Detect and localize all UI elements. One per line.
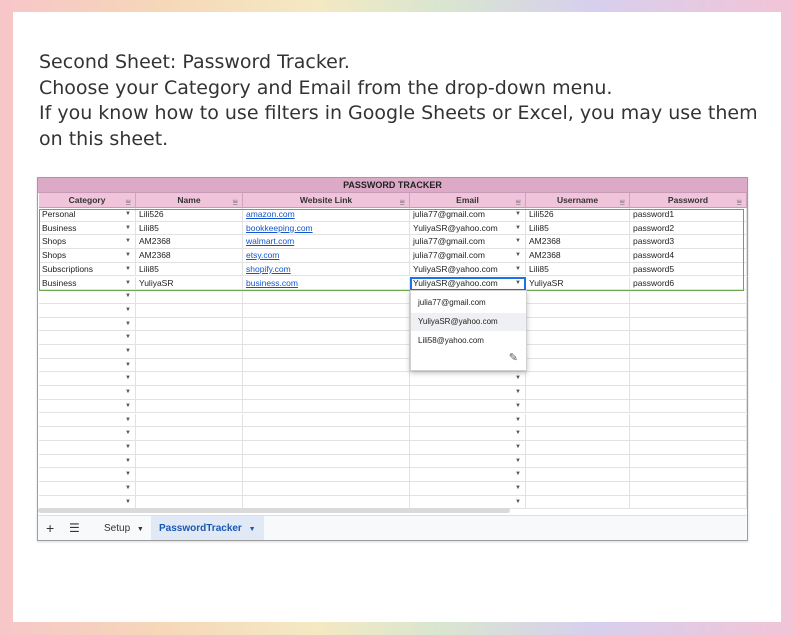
table-cell[interactable] <box>410 372 526 386</box>
column-header-label: Email <box>456 195 479 205</box>
table-cell[interactable] <box>39 331 136 345</box>
chevron-down-icon[interactable]: ▼ <box>515 375 521 382</box>
table-cell[interactable] <box>630 441 747 455</box>
table-cell[interactable] <box>410 222 526 236</box>
table-cell[interactable] <box>39 441 136 455</box>
sheet-tab-bar <box>38 515 747 541</box>
table-row <box>38 208 747 222</box>
table-cell[interactable] <box>630 496 747 510</box>
chevron-down-icon[interactable]: ▼ <box>515 402 521 409</box>
table-cell[interactable] <box>630 331 747 345</box>
table-cell[interactable] <box>526 482 630 496</box>
cell-text: password5 <box>633 263 675 274</box>
table-cell[interactable] <box>243 263 410 277</box>
table-cell[interactable] <box>410 468 526 482</box>
cell-text: etsy.com <box>246 250 280 261</box>
horizontal-scrollbar[interactable] <box>38 508 510 513</box>
tab-passwordtracker[interactable] <box>151 516 264 541</box>
chevron-down-icon[interactable]: ▼ <box>515 498 521 505</box>
filter-icon[interactable]: ⩸ <box>736 197 742 207</box>
table-cell[interactable] <box>526 386 630 400</box>
table-cell[interactable] <box>410 263 526 277</box>
column-header[interactable] <box>136 193 243 208</box>
table-cell[interactable] <box>39 249 136 263</box>
cell-text: password3 <box>633 236 675 247</box>
table-cell[interactable] <box>410 427 526 441</box>
table-cell[interactable] <box>526 249 630 263</box>
table-cell[interactable] <box>630 345 747 359</box>
table-cell[interactable] <box>630 235 747 249</box>
table-cell[interactable] <box>243 427 410 441</box>
table-cell[interactable] <box>526 414 630 428</box>
table-cell[interactable] <box>39 482 136 496</box>
chevron-down-icon[interactable]: ▼ <box>125 443 131 450</box>
filter-icon[interactable]: ⩸ <box>515 197 521 207</box>
table-cell[interactable] <box>136 318 243 332</box>
table-cell[interactable] <box>136 414 243 428</box>
cell-text: AM2368 <box>529 250 561 261</box>
table-cell[interactable] <box>526 400 630 414</box>
table-cell[interactable] <box>526 345 630 359</box>
table-cell[interactable] <box>243 482 410 496</box>
table-cell[interactable] <box>136 345 243 359</box>
cell-text: julia77@gmail.com <box>413 250 485 261</box>
chevron-down-icon[interactable]: ▼ <box>515 430 521 437</box>
table-cell[interactable] <box>243 345 410 359</box>
cell-text: shopify.com <box>246 263 291 274</box>
table-cell[interactable] <box>410 441 526 455</box>
table-cell[interactable] <box>243 249 410 263</box>
table-cell[interactable] <box>410 208 526 222</box>
chevron-down-icon[interactable]: ▼ <box>515 211 521 217</box>
table-cell[interactable] <box>410 414 526 428</box>
column-header[interactable] <box>526 193 630 208</box>
table-cell[interactable] <box>630 318 747 332</box>
chevron-down-icon[interactable]: ▼ <box>125 238 131 245</box>
cell-text: YuliyaSR <box>139 277 174 288</box>
table-cell[interactable] <box>136 331 243 345</box>
table-cell[interactable] <box>136 468 243 482</box>
table-cell[interactable] <box>243 386 410 400</box>
chevron-down-icon[interactable]: ▼ <box>125 430 131 437</box>
table-cell[interactable] <box>136 263 243 277</box>
table-row <box>38 290 747 304</box>
cell-text: business.com <box>246 277 298 288</box>
cell-text: AM2368 <box>139 250 171 261</box>
plus-icon[interactable]: + <box>46 520 55 536</box>
table-cell[interactable] <box>243 318 410 332</box>
filter-icon[interactable]: ⩸ <box>125 197 131 207</box>
table-row <box>38 468 747 482</box>
cell-text: Business <box>42 222 77 233</box>
table-cell[interactable] <box>136 277 243 291</box>
table-cell[interactable] <box>410 235 526 249</box>
table-cell[interactable] <box>136 222 243 236</box>
table-cell[interactable] <box>39 427 136 441</box>
table-cell[interactable] <box>630 455 747 469</box>
cell-text: YuliyaSR@yahoo.com <box>413 277 498 288</box>
chevron-down-icon[interactable]: ▼ <box>125 402 131 409</box>
table-cell[interactable] <box>526 496 630 510</box>
table-cell[interactable] <box>526 277 630 291</box>
cell-text: AM2368 <box>529 236 561 247</box>
table-cell[interactable] <box>630 386 747 400</box>
column-header-label: Password <box>667 195 709 205</box>
chevron-down-icon[interactable]: ▼ <box>515 485 521 491</box>
table-row <box>38 455 747 469</box>
cell-text: password2 <box>633 222 675 233</box>
menu-icon[interactable]: ☰ <box>69 521 80 535</box>
table-cell[interactable] <box>526 441 630 455</box>
table-row <box>38 249 747 263</box>
table-cell[interactable] <box>39 345 136 359</box>
chevron-down-icon[interactable]: ▼ <box>125 211 131 217</box>
cell-text: amazon.com <box>246 209 295 219</box>
table-cell[interactable] <box>630 359 747 373</box>
chevron-down-icon[interactable]: ▼ <box>125 252 131 259</box>
table-cell[interactable] <box>630 372 747 386</box>
table-cell[interactable] <box>526 427 630 441</box>
table-cell[interactable] <box>630 468 747 482</box>
table-cell[interactable] <box>39 455 136 469</box>
dropdown-option[interactable]: Lili58@yahoo.com <box>418 336 484 345</box>
chevron-down-icon[interactable]: ▼ <box>125 320 131 327</box>
table-cell[interactable] <box>39 468 136 482</box>
cell-text: Subscriptions <box>42 263 94 274</box>
intro-text <box>39 50 758 152</box>
table-cell[interactable] <box>526 468 630 482</box>
table-cell[interactable] <box>243 222 410 236</box>
table-row <box>38 359 747 373</box>
chevron-down-icon[interactable]: ▼ <box>125 416 131 423</box>
cell-text: walmart.com <box>246 236 295 247</box>
table-cell[interactable] <box>410 277 526 291</box>
table-cell[interactable] <box>136 359 243 373</box>
table-cell[interactable] <box>630 222 747 236</box>
table-cell[interactable] <box>526 331 630 345</box>
cell-text: YuliyaSR@yahoo.com <box>413 263 498 274</box>
intro-line-4: on this sheet. <box>39 127 169 150</box>
table-row <box>38 386 747 400</box>
table-row <box>38 482 747 496</box>
table-cell[interactable] <box>630 249 747 263</box>
table-cell[interactable] <box>630 290 747 304</box>
table-cell[interactable] <box>243 468 410 482</box>
table-cell[interactable] <box>243 372 410 386</box>
table-cell[interactable] <box>39 263 136 277</box>
cell-text: Lili526 <box>139 209 164 219</box>
table-cell[interactable] <box>39 400 136 414</box>
table-cell[interactable] <box>39 414 136 428</box>
table-cell[interactable] <box>526 222 630 236</box>
cell-text: Lili85 <box>139 263 159 274</box>
chevron-down-icon[interactable]: ▼ <box>125 485 131 491</box>
table-row <box>38 263 747 277</box>
table-row <box>38 277 747 291</box>
table-cell[interactable] <box>243 359 410 373</box>
table-row <box>38 414 747 428</box>
tab-label: PasswordTracker <box>159 523 242 534</box>
table-cell[interactable] <box>136 427 243 441</box>
cell-text: julia77@gmail.com <box>413 236 485 247</box>
table-cell[interactable] <box>39 222 136 236</box>
table-cell[interactable] <box>136 290 243 304</box>
column-header-label: Website Link <box>299 195 353 205</box>
chevron-down-icon[interactable]: ▼ <box>125 389 131 396</box>
table-cell[interactable] <box>243 455 410 469</box>
dropdown-option-selected[interactable]: YuliyaSR@yahoo.com <box>411 313 526 331</box>
filter-icon[interactable]: ⩸ <box>232 197 238 207</box>
column-header-label: Category <box>68 195 106 205</box>
table-row <box>38 345 747 359</box>
table-cell[interactable] <box>39 304 136 318</box>
cell-text: Lili85 <box>139 222 159 233</box>
cell-text: YuliyaSR <box>529 277 564 288</box>
column-header-label: Username <box>556 195 599 205</box>
chevron-down-icon[interactable]: ▼ <box>515 265 521 272</box>
table-cell[interactable] <box>410 386 526 400</box>
table-cell[interactable] <box>526 455 630 469</box>
table-cell[interactable] <box>136 386 243 400</box>
table-row <box>38 441 747 455</box>
table-cell[interactable] <box>630 414 747 428</box>
table-cell[interactable] <box>243 304 410 318</box>
table-cell[interactable] <box>136 235 243 249</box>
table-row <box>38 427 747 441</box>
table-cell[interactable] <box>630 427 747 441</box>
cell-text: Lili526 <box>529 209 554 219</box>
chevron-down-icon: ▼ <box>248 526 256 533</box>
table-cell[interactable] <box>526 263 630 277</box>
intro-line-3: If you know how to use filters in Google Sheets or Excel, you may use them <box>39 102 758 124</box>
table-cell[interactable] <box>136 441 243 455</box>
table-cell[interactable] <box>243 441 410 455</box>
table-row <box>38 235 747 249</box>
table-cell[interactable] <box>243 277 410 291</box>
chevron-down-icon[interactable]: ▼ <box>125 471 131 478</box>
spreadsheet-window <box>37 177 748 541</box>
table-cell[interactable] <box>243 290 410 304</box>
chevron-down-icon[interactable]: ▼ <box>515 416 521 423</box>
chevron-down-icon[interactable]: ▼ <box>125 279 131 286</box>
chevron-down-icon[interactable]: ▼ <box>125 224 131 231</box>
table-cell[interactable] <box>39 386 136 400</box>
table-cell[interactable] <box>39 318 136 332</box>
table-cell[interactable] <box>39 359 136 373</box>
chevron-down-icon[interactable]: ▼ <box>515 443 521 450</box>
cell-text: Personal <box>42 209 76 219</box>
filter-icon[interactable]: ⩸ <box>619 197 625 207</box>
pencil-icon[interactable]: ✎ <box>508 352 518 364</box>
cell-text: AM2368 <box>139 236 171 247</box>
dropdown-option[interactable]: julia77@gmail.com <box>418 298 486 307</box>
table-cell[interactable] <box>630 208 747 222</box>
table-cell[interactable] <box>136 249 243 263</box>
cell-text: bookkeeping.com <box>246 222 313 233</box>
cell-text: Lili85 <box>529 263 549 274</box>
chevron-down-icon[interactable]: ▼ <box>125 265 131 272</box>
column-header[interactable] <box>243 193 410 208</box>
table-cell[interactable] <box>243 414 410 428</box>
chevron-down-icon[interactable]: ▼ <box>125 348 131 354</box>
sheet-title: PASSWORD TRACKER <box>38 178 747 193</box>
table-cell[interactable] <box>526 318 630 332</box>
table-cell[interactable] <box>526 235 630 249</box>
table-row <box>38 304 747 318</box>
cell-text: password1 <box>633 209 675 219</box>
table-cell[interactable] <box>136 400 243 414</box>
table-cell[interactable] <box>39 208 136 222</box>
table-cell[interactable] <box>526 208 630 222</box>
table-cell[interactable] <box>410 482 526 496</box>
table-cell[interactable] <box>630 263 747 277</box>
email-dropdown-menu <box>410 290 527 371</box>
table-cell[interactable] <box>243 208 410 222</box>
table-cell[interactable] <box>39 235 136 249</box>
table-row <box>38 372 747 386</box>
chevron-down-icon[interactable]: ▼ <box>515 224 521 231</box>
table-cell[interactable] <box>136 455 243 469</box>
intro-line-2: Choose your Category and Email from the drop-down menu. <box>39 76 613 99</box>
table-cell[interactable] <box>630 277 747 291</box>
chevron-down-icon: ▼ <box>136 526 144 533</box>
chevron-down-icon[interactable]: ▼ <box>515 279 521 286</box>
column-header[interactable] <box>39 193 136 208</box>
chevron-down-icon[interactable]: ▼ <box>515 471 521 478</box>
cell-text: password6 <box>633 277 675 288</box>
cell-text: password4 <box>633 250 675 261</box>
table-cell[interactable] <box>243 235 410 249</box>
filter-icon[interactable]: ⩸ <box>399 197 405 207</box>
cell-text: Shops <box>42 250 67 261</box>
table-cell[interactable] <box>410 400 526 414</box>
cell-text: YuliyaSR@yahoo.com <box>413 222 498 233</box>
table-cell[interactable] <box>526 304 630 318</box>
cell-text: Shops <box>42 236 67 247</box>
table-cell[interactable] <box>243 331 410 345</box>
table-cell[interactable] <box>39 290 136 304</box>
tab-setup[interactable] <box>104 516 144 541</box>
table-cell[interactable] <box>630 400 747 414</box>
chevron-down-icon[interactable]: ▼ <box>515 389 521 396</box>
cell-text: Business <box>42 277 77 288</box>
intro-line-1: Second Sheet: Password Tracker. <box>39 51 350 73</box>
chevron-down-icon[interactable]: ▼ <box>125 375 131 382</box>
table-cell[interactable] <box>410 455 526 469</box>
table-cell[interactable] <box>526 372 630 386</box>
table-cell[interactable] <box>243 400 410 414</box>
chevron-down-icon[interactable]: ▼ <box>125 361 131 368</box>
column-header[interactable] <box>410 193 526 208</box>
table-cell[interactable] <box>630 304 747 318</box>
chevron-down-icon[interactable]: ▼ <box>125 334 131 341</box>
table-cell[interactable] <box>136 482 243 496</box>
tab-label: Setup <box>104 523 131 534</box>
chevron-down-icon[interactable]: ▼ <box>515 457 521 464</box>
chevron-down-icon[interactable]: ▼ <box>125 498 131 505</box>
table-row <box>38 222 747 236</box>
table-cell[interactable] <box>39 372 136 386</box>
chevron-down-icon[interactable]: ▼ <box>515 238 521 245</box>
chevron-down-icon[interactable]: ▼ <box>515 252 521 259</box>
table-cell[interactable] <box>410 249 526 263</box>
chevron-down-icon[interactable]: ▼ <box>125 457 131 464</box>
chevron-down-icon[interactable]: ▼ <box>125 293 131 300</box>
table-row <box>38 331 747 345</box>
table-row <box>38 318 747 332</box>
table-cell[interactable] <box>526 359 630 373</box>
table-row <box>38 400 747 414</box>
cell-text: Lili85 <box>529 222 549 233</box>
cell-text: julia77@gmail.com <box>413 209 485 219</box>
table-cell[interactable] <box>39 277 136 291</box>
table-cell[interactable] <box>630 482 747 496</box>
column-header[interactable] <box>630 193 747 208</box>
table-cell[interactable] <box>136 304 243 318</box>
column-header-label: Name <box>177 195 201 205</box>
table-cell[interactable] <box>526 290 630 304</box>
chevron-down-icon[interactable]: ▼ <box>125 306 131 313</box>
table-cell[interactable] <box>136 208 243 222</box>
table-cell[interactable] <box>136 372 243 386</box>
